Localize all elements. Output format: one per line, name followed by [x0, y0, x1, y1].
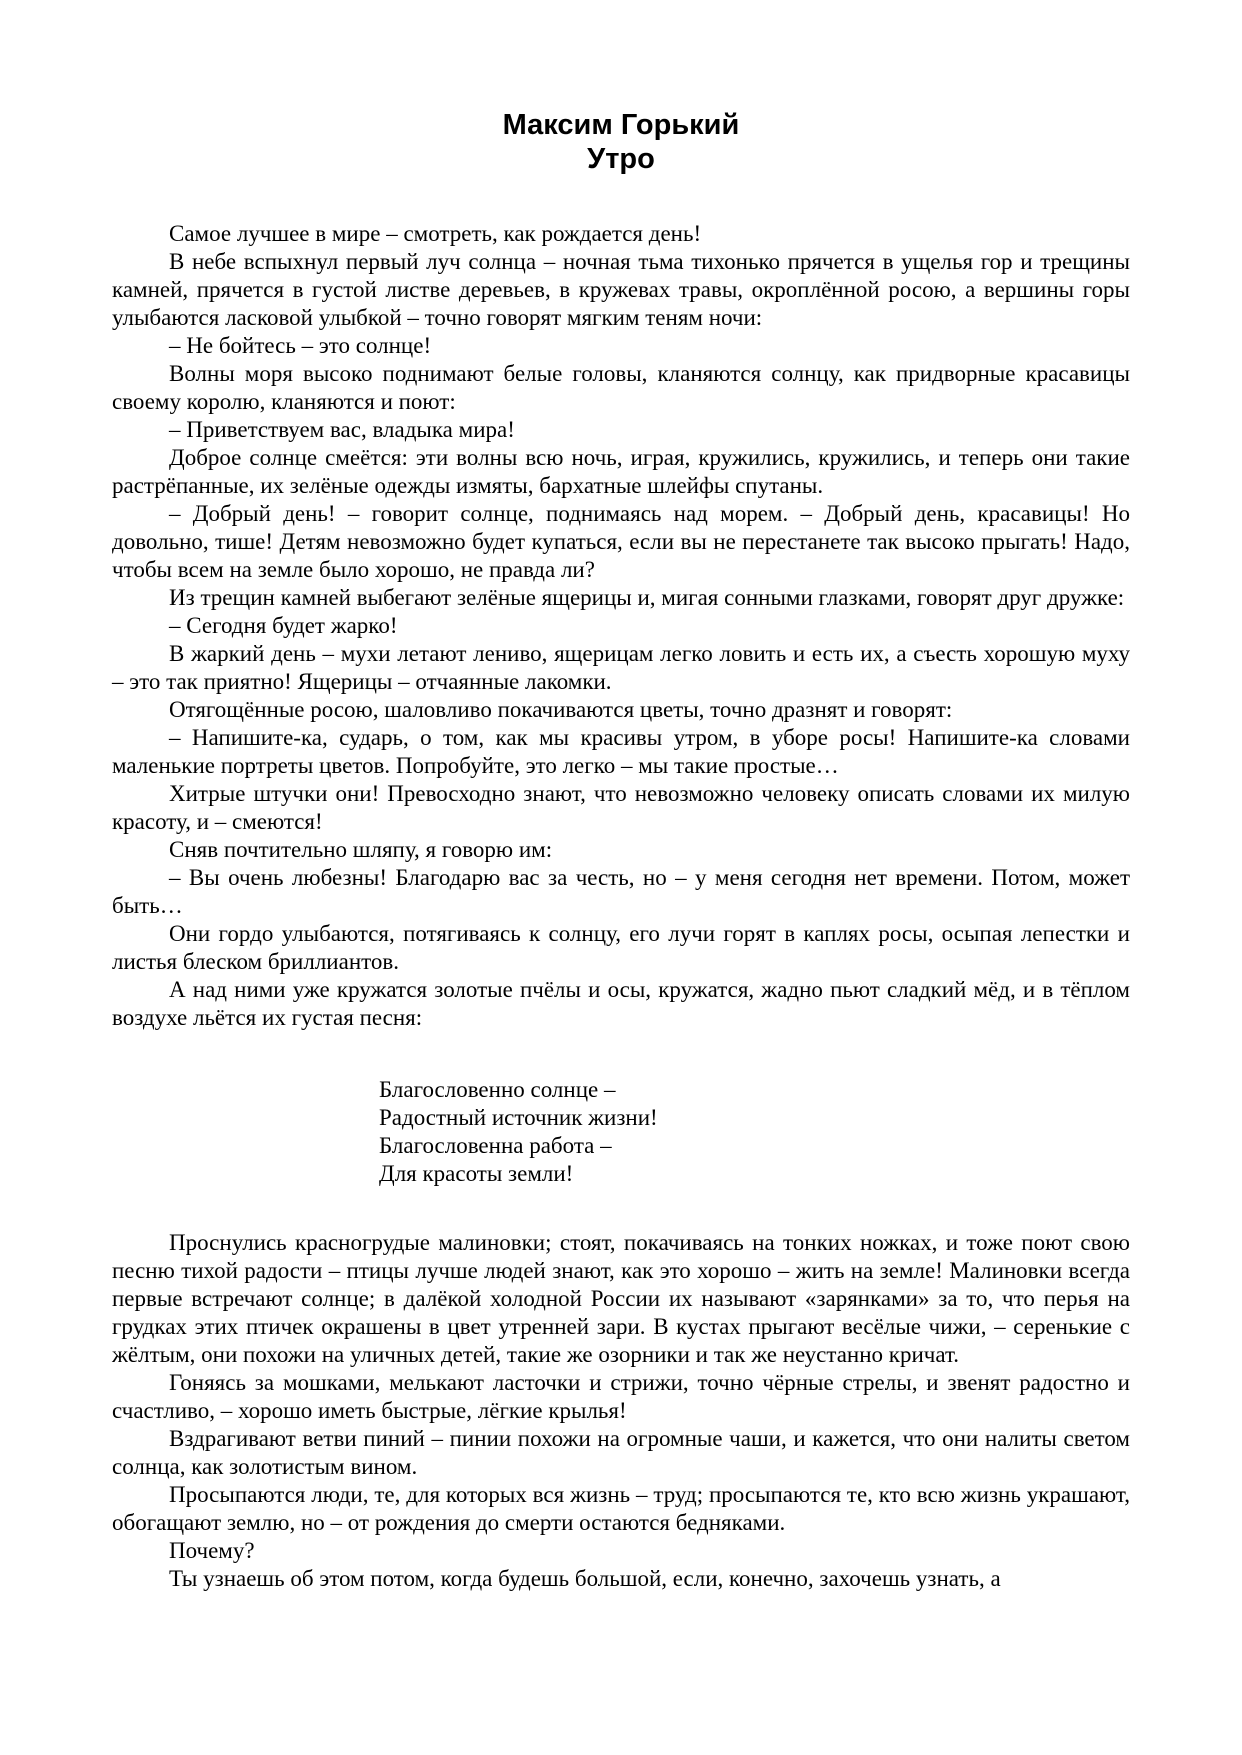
- story-body: [112, 220, 1130, 1032]
- story-title: Утро: [587, 143, 655, 175]
- paragraph: В жаркий день – мухи летают лениво, ящерицам легко ловить и есть их, а съесть хорошую муху – это так приятно! Ящерицы – отчаянные лакомки.: [112, 641, 1130, 694]
- author-name: Максим Горький: [502, 109, 740, 141]
- paragraph: В небе вспыхнул первый луч солнца – ночная тьма тихонько прячется в ущелья гор и трещины камней, прячется в густой листве деревьев, в кружевах травы, окроплённой росою, а вершины горы улыбаются ласковой улыбкой – точно говорят мягким теням ночи:: [112, 249, 1130, 330]
- poem-line: Для красоты земли!: [379, 1161, 574, 1186]
- paragraph: – Не бойтесь – это солнце!: [169, 333, 432, 358]
- paragraph: Вздрагивают ветви пиний – пинии похожи на огромные чаши, и кажется, что они налиты светом солнца, как золотистым вином.: [112, 1426, 1130, 1479]
- paragraph: Проснулись красногрудые малиновки; стоят, покачиваясь на тонких ножках, и тоже поют свою песню тихой радости – птицы лучше людей знают, как это хорошо – жить на земле! Малиновки всегда первые встречают солнце; в далёкой холодной России их называют «зарянками» за то, что перья на грудках этих птичек окрашены в цвет утренней зари. В кустах прыгают весёлые чижи, – серенькие с жёлтым, они похожи на уличных детей, такие же озорники и так же неустанно кричат.: [112, 1230, 1130, 1367]
- paragraph: Хитрые штучки они! Превосходно знают, что невозможно человеку описать словами их милую красоту, и – смеются!: [112, 781, 1130, 834]
- paragraph: Просыпаются люди, те, для которых вся жизнь – труд; просыпаются те, кто всю жизнь украшают, обогащают землю, но – от рождения до смерти остаются бедняками.: [112, 1482, 1130, 1535]
- poem-stanza: [112, 1076, 1130, 1188]
- poem-line: Благословенно солнце –: [379, 1077, 616, 1102]
- paragraph: Ты узнаешь об этом потом, когда будешь большой, если, конечно, захочешь узнать, а: [169, 1566, 1001, 1591]
- paragraph: Самое лучшее в мире – смотреть, как рождается день!: [169, 221, 702, 246]
- paragraph: – Напишите-ка, сударь, о том, как мы красивы утром, в уборе росы! Напишите-ка словами маленькие портреты цветов. Попробуйте, это легко – мы такие простые…: [112, 725, 1130, 778]
- paragraph: Сняв почтительно шляпу, я говорю им:: [169, 837, 553, 862]
- poem-line: Благословенна работа –: [379, 1133, 612, 1158]
- document-page: [112, 108, 1130, 1593]
- paragraph: – Сегодня будет жарко!: [169, 613, 398, 638]
- paragraph: – Приветствуем вас, владыка мира!: [169, 417, 515, 442]
- paragraph: Отягощённые росою, шаловливо покачиваются цветы, точно дразнят и говорят:: [169, 697, 953, 722]
- paragraph: – Вы очень любезны! Благодарю вас за честь, но – у меня сегодня нет времени. Потом, может быть…: [112, 865, 1130, 918]
- paragraph: Гоняясь за мошками, мелькают ласточки и стрижи, точно чёрные стрелы, и звенят радостно и счастливо, – хорошо иметь быстрые, лёгкие крылья!: [112, 1370, 1130, 1423]
- paragraph: Они гордо улыбаются, потягиваясь к солнцу, его лучи горят в каплях росы, осыпая лепестки и листья блеском бриллиантов.: [112, 921, 1130, 974]
- paragraph: Волны моря высоко поднимают белые головы, кланяются солнцу, как придворные красавицы своему королю, кланяются и поют:: [112, 361, 1130, 414]
- document-title: [112, 108, 1130, 176]
- paragraph: А над ними уже кружатся золотые пчёлы и осы, кружатся, жадно пьют сладкий мёд, и в тёплом воздухе льётся их густая песня:: [112, 977, 1130, 1030]
- paragraph: Из трещин камней выбегают зелёные ящерицы и, мигая сонными глазками, говорят друг дружке:: [169, 585, 1125, 610]
- paragraph: Почему?: [169, 1538, 255, 1563]
- paragraph: – Добрый день! – говорит солнце, поднимаясь над морем. – Добрый день, красавицы! Но довольно, тише! Детям невозможно будет купаться, если вы не перестанете так высоко прыгать! Надо, чтобы всем на земле было хорошо, не правда ли?: [112, 501, 1130, 582]
- paragraph: Доброе солнце смеётся: эти волны всю ночь, играя, кружились, кружились, и теперь они такие растрёпанные, их зелёные одежды измяты, бархатные шлейфы спутаны.: [112, 445, 1130, 498]
- poem-line: Радостный источник жизни!: [379, 1105, 658, 1130]
- story-body-continued: [112, 1229, 1130, 1593]
